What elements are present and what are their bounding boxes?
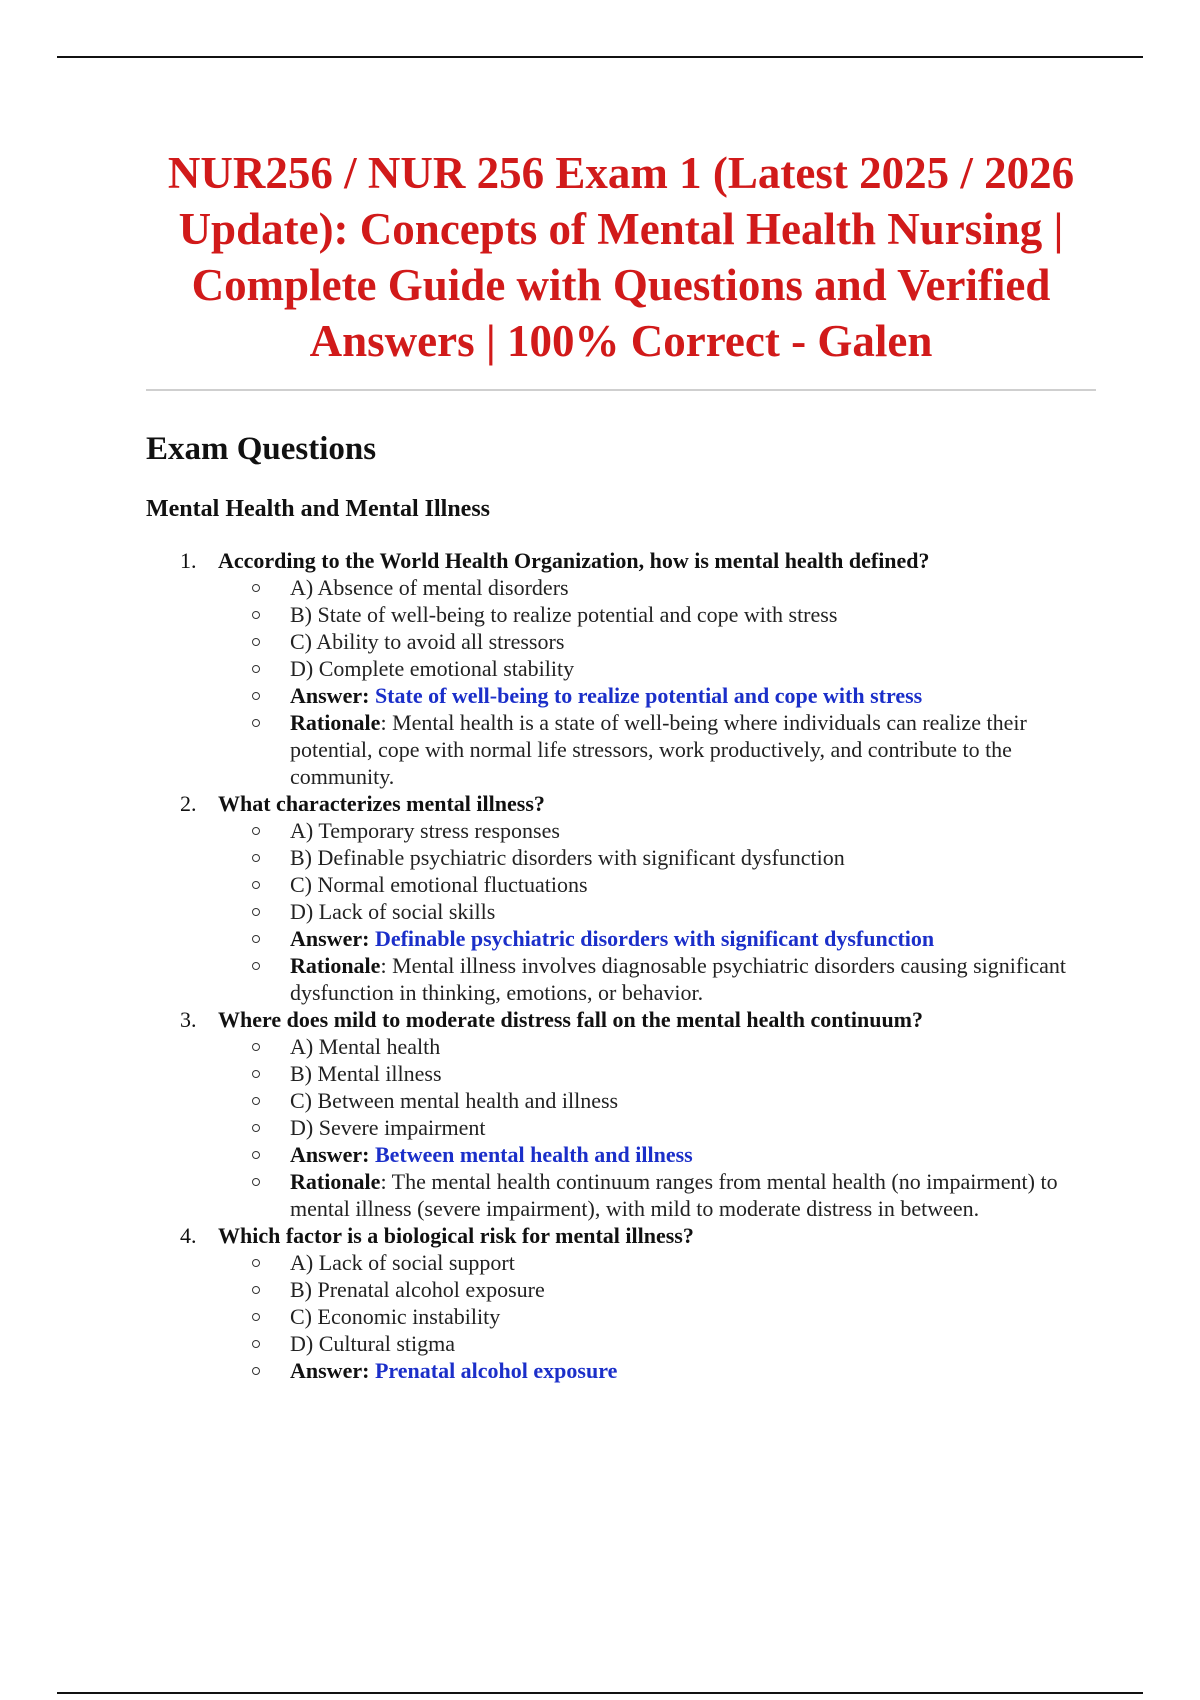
rationale-text: : The mental health continuum ranges from mental health (no impairment) to mental illness (severe impairment), with mild to moderate distress in between.	[290, 1169, 1058, 1221]
circle-bullet-icon	[252, 638, 260, 646]
answer-text: Prenatal alcohol exposure	[374, 1358, 618, 1383]
circle-bullet-icon	[252, 935, 260, 943]
option-text: C) Economic instability	[290, 1304, 501, 1329]
option-b	[218, 601, 1096, 628]
title-divider	[146, 389, 1096, 391]
option-text: C) Between mental health and illness	[290, 1088, 619, 1113]
option-b	[218, 1276, 1096, 1303]
circle-bullet-icon	[252, 854, 260, 862]
circle-bullet-icon	[252, 908, 260, 916]
question-text: Which factor is a biological risk for mental illness?	[218, 1223, 694, 1248]
question-text: What characterizes mental illness?	[218, 791, 545, 816]
circle-bullet-icon	[252, 881, 260, 889]
option-text: B) Definable psychiatric disorders with significant dysfunction	[290, 845, 845, 870]
rationale-line	[218, 1168, 1096, 1222]
answer-text: Definable psychiatric disorders with significant dysfunction	[374, 926, 935, 951]
rationale-text: : Mental health is a state of well-being where individuals can realize their potential, cope with normal life stressors, work productively, and contribute to the community.	[290, 710, 1027, 789]
option-d	[218, 898, 1096, 925]
subsection-heading: Mental Health and Mental Illness	[146, 496, 491, 522]
circle-bullet-icon	[252, 962, 260, 970]
section-heading: Exam Questions	[146, 431, 377, 467]
circle-bullet-icon	[252, 1340, 260, 1348]
option-text: A) Temporary stress responses	[290, 818, 560, 843]
rationale-text: : Mental illness involves diagnosable psychiatric disorders causing significant dysfunction in thinking, emotions, or behavior.	[290, 953, 1066, 1005]
option-b	[218, 844, 1096, 871]
option-a	[218, 817, 1096, 844]
option-list	[218, 1033, 1096, 1222]
option-list	[218, 817, 1096, 1006]
answer-label: Answer:	[290, 1358, 370, 1383]
option-c	[218, 1303, 1096, 1330]
rationale-line	[218, 709, 1096, 790]
option-d	[218, 1114, 1096, 1141]
option-a	[218, 574, 1096, 601]
page-top-rule	[57, 56, 1143, 58]
option-text: C) Ability to avoid all stressors	[290, 629, 565, 654]
answer-label: Answer:	[290, 926, 370, 951]
circle-bullet-icon	[252, 1097, 260, 1105]
circle-bullet-icon	[252, 584, 260, 592]
rationale-label: Rationale	[290, 1169, 381, 1194]
answer-line	[218, 1357, 1096, 1384]
option-text: A) Lack of social support	[290, 1250, 515, 1275]
option-c	[218, 871, 1096, 898]
answer-text: Between mental health and illness	[374, 1142, 693, 1167]
option-c	[218, 1087, 1096, 1114]
circle-bullet-icon	[252, 1178, 260, 1186]
question-text: According to the World Health Organization, how is mental health defined?	[218, 548, 930, 573]
question-text: Where does mild to moderate distress fall on the mental health continuum?	[218, 1007, 923, 1032]
option-text: D) Lack of social skills	[290, 899, 496, 924]
circle-bullet-icon	[252, 1043, 260, 1051]
question-2	[146, 790, 1096, 1006]
circle-bullet-icon	[252, 1286, 260, 1294]
answer-label: Answer:	[290, 683, 370, 708]
option-a	[218, 1033, 1096, 1060]
document-title: NUR256 / NUR 256 Exam 1 (Latest 2025 / 2026 Update): Concepts of Mental Health Nursing | Complete Guide with Questions and Verified Answers | 100% Correct - Galen	[167, 148, 1075, 366]
question-number: 4.	[180, 1223, 197, 1248]
circle-bullet-icon	[252, 1124, 260, 1132]
circle-bullet-icon	[252, 1367, 260, 1375]
rationale-label: Rationale	[290, 710, 381, 735]
option-d	[218, 655, 1096, 682]
answer-line	[218, 925, 1096, 952]
option-list	[218, 574, 1096, 790]
question-number: 3.	[180, 1007, 197, 1032]
option-text: B) State of well-being to realize potential and cope with stress	[290, 602, 838, 627]
answer-label: Answer:	[290, 1142, 370, 1167]
option-text: A) Mental health	[290, 1034, 441, 1059]
circle-bullet-icon	[252, 1070, 260, 1078]
question-list	[146, 547, 1096, 1384]
circle-bullet-icon	[252, 827, 260, 835]
option-text: D) Complete emotional stability	[290, 656, 575, 681]
option-list	[218, 1249, 1096, 1384]
circle-bullet-icon	[252, 611, 260, 619]
circle-bullet-icon	[252, 692, 260, 700]
document-page	[146, 145, 1096, 1384]
rationale-line	[218, 952, 1096, 1006]
option-text: D) Severe impairment	[290, 1115, 486, 1140]
circle-bullet-icon	[252, 1313, 260, 1321]
option-a	[218, 1249, 1096, 1276]
circle-bullet-icon	[252, 719, 260, 727]
question-number: 1.	[180, 548, 197, 573]
option-text: B) Prenatal alcohol exposure	[290, 1277, 545, 1302]
answer-text: State of well-being to realize potential and cope with stress	[374, 683, 923, 708]
option-text: C) Normal emotional fluctuations	[290, 872, 588, 897]
answer-line	[218, 682, 1096, 709]
option-text: B) Mental illness	[290, 1061, 442, 1086]
question-3	[146, 1006, 1096, 1222]
page-bottom-rule	[57, 1692, 1143, 1694]
circle-bullet-icon	[252, 1259, 260, 1267]
question-number: 2.	[180, 791, 197, 816]
option-c	[218, 628, 1096, 655]
circle-bullet-icon	[252, 665, 260, 673]
answer-line	[218, 1141, 1096, 1168]
option-text: A) Absence of mental disorders	[290, 575, 569, 600]
option-b	[218, 1060, 1096, 1087]
question-4	[146, 1222, 1096, 1384]
circle-bullet-icon	[252, 1151, 260, 1159]
option-text: D) Cultural stigma	[290, 1331, 455, 1356]
option-d	[218, 1330, 1096, 1357]
rationale-label: Rationale	[290, 953, 381, 978]
question-1	[146, 547, 1096, 790]
